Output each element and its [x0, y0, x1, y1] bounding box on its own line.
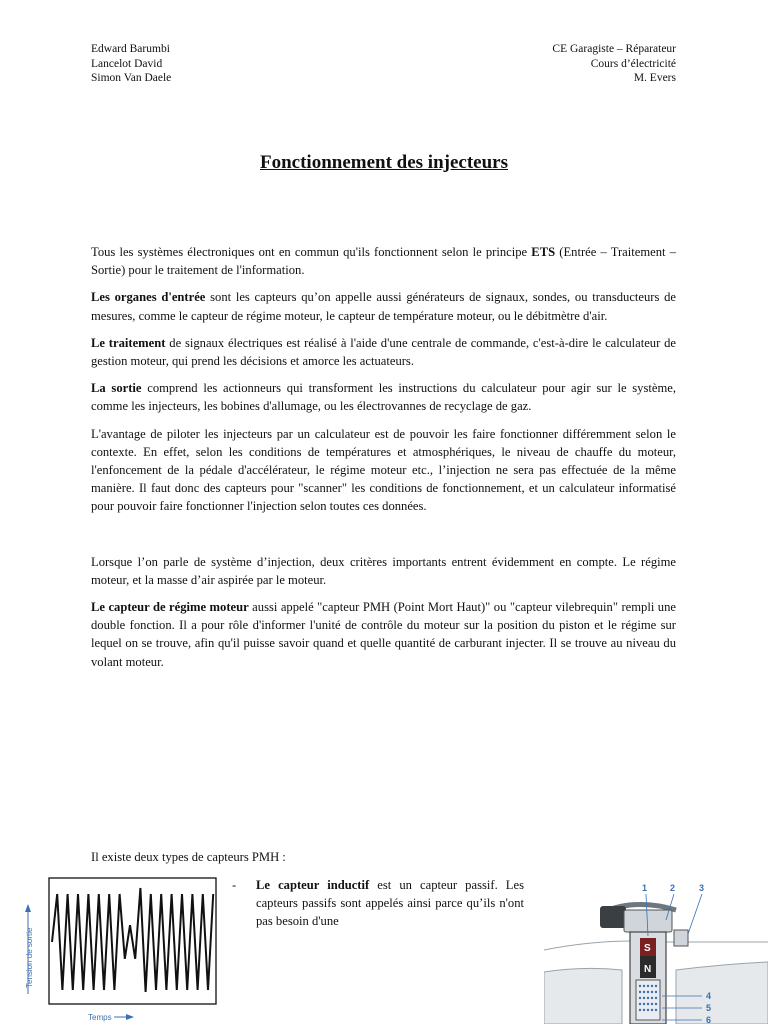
author-name: Edward Barumbi	[91, 43, 170, 55]
text-run: Tous les systèmes électroniques ont en commun qu'ils fonctionnent selon le principe	[91, 245, 532, 259]
bold-term: Les organes d'entrée	[91, 290, 206, 305]
bold-term: Le traitement	[91, 335, 166, 350]
author-name: Lancelot David	[91, 57, 163, 70]
list-text	[256, 876, 524, 931]
callout-label: 3	[699, 883, 705, 893]
teacher-name: M. Evers	[633, 72, 676, 84]
bold-term: La sortie	[91, 381, 142, 396]
paragraph-avantage	[91, 425, 676, 516]
callout-label: 5	[706, 1003, 712, 1013]
list-dash: -	[232, 878, 237, 892]
callout-label: 4	[706, 991, 712, 1001]
connector-plug	[600, 906, 626, 928]
list-item-inductif	[232, 876, 524, 931]
bold-term: ETS	[531, 245, 556, 259]
header-authors	[91, 42, 171, 86]
types-intro: Il existe deux types de capteurs PMH :	[91, 850, 286, 864]
text-run: Lorsque l’on parle de système d’injection, deux critères importants entrent évidemment en compte. Le régime moteur, et la masse d’air aspirée par le moteur.	[91, 554, 676, 587]
paragraph-entree	[91, 288, 676, 324]
text-run: (Entrée – Traitement – Sortie) pour le traitement de l'information.	[91, 245, 676, 278]
paragraph-traitement	[91, 334, 676, 370]
page-title: Fonctionnement des injecteurs	[259, 152, 509, 173]
y-axis-label: Tension de sortie	[25, 927, 34, 988]
callout-label: 2	[670, 883, 676, 893]
x-axis-arrowhead	[126, 1014, 134, 1020]
bold-term: Le capteur inductif	[256, 878, 370, 892]
callout-label: 6	[706, 1015, 712, 1024]
paragraph-criteres	[91, 553, 676, 589]
text-run: aussi appelé "capteur PMH (Point Mort Haut)" ou "capteur vilebrequin" rempli une double fonction. Il a pour rôle d'informer l'unité de contrôle du moteur sur la position du piston et le régime sur lequel on se trouve, afin qu'il puisse savoir quand et quelle quantité de carburant injecter. Il se trouve au niveau du volant moteur.	[91, 600, 676, 669]
inductive-sensor-diagram	[544, 880, 768, 1024]
bracket-bolt	[674, 930, 688, 946]
housing-right	[676, 962, 768, 1024]
magnet-n-label: N	[644, 964, 652, 975]
signal-waveform-figure	[22, 876, 222, 1024]
author-name: Simon Van Daele	[91, 72, 172, 84]
housing-left	[544, 968, 622, 1024]
course-name: Cours d’électricité	[590, 57, 676, 70]
magnet-s-label: S	[644, 943, 651, 954]
text-run: est un capteur passif. Les capteurs passifs sont appelés ainsi parce qu’ils n'ont pas besoin d'une	[256, 878, 524, 929]
text-run: L'avantage de piloter les injecteurs par un calculateur est de pouvoir les faire fonctionner différemment selon le contexte. En effet, selon les conditions de températures et atmosphériques, le niveau de chauffe du moteur, l'enfoncement de la pédale d'accélérateur, le régime moteur etc., l’injection ne sera pas effectuée de la même manière. Il faut donc des capteurs pour "scanner" les conditions de fonctionnement, et un calculateur informatisé pour pouvoir faire fonctionner l'injection selon toutes ces données.	[91, 426, 676, 514]
header-course-info	[552, 42, 676, 86]
callout-label: 1	[642, 883, 648, 893]
paragraph-sortie	[91, 379, 676, 415]
y-axis-arrowhead	[25, 904, 31, 912]
x-axis-label: Temps	[88, 1013, 112, 1022]
text-run: de signaux électriques est réalisé à l'aide d'une centrale de commande, c'est-à-dire le calculateur de gestion moteur, qui prend les décisions et amorce les actuateurs.	[91, 335, 677, 369]
document-body	[91, 243, 676, 680]
text-run: sont les capteurs qu’on appelle aussi générateurs de signaux, sondes, ou transducteurs de mesures, comme le capteur de régime moteur, le capteur de température moteur, ou le débitmètre d'air.	[91, 290, 676, 323]
paragraph-ets	[91, 243, 676, 279]
paragraph-capteur-regime	[91, 598, 676, 671]
text-run: comprend les actionneurs qui transforment les instructions du calculateur pour agir sur le système, comme les injecteurs, les bobines d'allumage, ou les électrovannes de recyclage de gaz.	[91, 381, 676, 414]
bold-term: Le capteur de régime moteur	[91, 600, 249, 615]
course-program: CE Garagiste – Réparateur	[552, 43, 676, 55]
